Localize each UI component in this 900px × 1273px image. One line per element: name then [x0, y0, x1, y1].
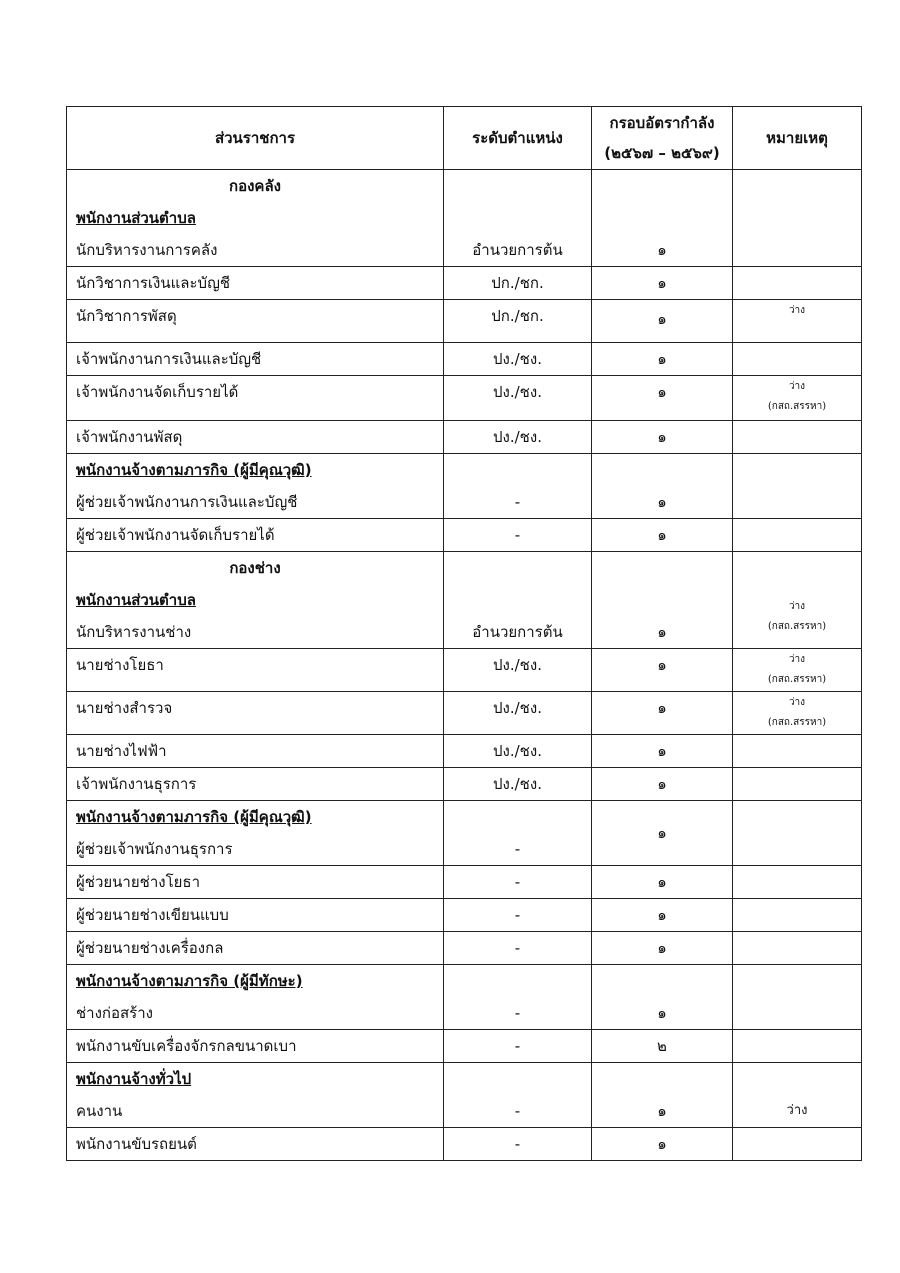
- position-qty: ๑: [657, 824, 667, 842]
- header-quota-line2: (๒๕๖๗ – ๒๕๖๙): [604, 144, 720, 162]
- table-row: [67, 801, 862, 866]
- position-qty: ๑: [657, 1135, 667, 1153]
- table-row: [67, 454, 862, 519]
- position-qty: ๑: [657, 350, 667, 368]
- remark-recruit: (กสถ.สรรหา): [767, 674, 827, 685]
- table-row: [67, 170, 862, 267]
- header-level: ระดับตำแหน่ง: [444, 107, 592, 170]
- level-cell: [444, 170, 592, 267]
- position-name: เจ้าพนักงานจัดเก็บรายได้: [76, 383, 239, 401]
- remark-vacant: ว่าง: [788, 305, 806, 316]
- position-qty: ๑: [657, 699, 667, 717]
- position-name: เจ้าพนักงานการเงินและบัญชี: [76, 350, 262, 368]
- remark-vacant: ว่าง: [788, 654, 806, 665]
- position-name: ช่างก่อสร้าง: [76, 1004, 153, 1022]
- name-cell: [67, 170, 444, 267]
- group-heading: พนักงานส่วนตำบล: [76, 591, 196, 609]
- position-level: -: [514, 493, 521, 511]
- table-row: [67, 1128, 862, 1161]
- position-name: ผู้ช่วยเจ้าพนักงานธุรการ: [76, 840, 233, 858]
- position-name: นักบริหารงานการคลัง: [76, 241, 218, 259]
- position-name: คนงาน: [76, 1102, 123, 1120]
- remark-recruit: (กสถ.สรรหา): [767, 621, 827, 632]
- table-row: [67, 1063, 862, 1128]
- position-level: ปง./ชง.: [493, 383, 542, 401]
- position-qty: ๑: [657, 428, 667, 446]
- table-row: [67, 421, 862, 454]
- remark-vacant: ว่าง: [786, 1103, 808, 1118]
- table-row: [67, 735, 862, 768]
- position-name: นักบริหารงานช่าง: [76, 623, 192, 641]
- header-quota-line1: กรอบอัตรากำลัง: [609, 114, 715, 132]
- position-level: ปง./ชง.: [493, 742, 542, 760]
- table-row: [67, 1030, 862, 1063]
- position-level: -: [514, 526, 521, 544]
- position-level: ปง./ชง.: [493, 699, 542, 717]
- remark-vacant: ว่าง: [788, 601, 806, 612]
- remark-recruit: (กสถ.สรรหา): [767, 717, 827, 728]
- position-name: นายช่างไฟฟ้า: [76, 742, 167, 760]
- table-row: [67, 519, 862, 552]
- position-qty: ๑: [657, 274, 667, 292]
- section-title-finance: กองคลัง: [229, 177, 281, 195]
- group-heading: พนักงานจ้างตามภารกิจ (ผู้มีคุณวุฒิ): [76, 461, 312, 479]
- position-name: นักวิชาการพัสดุ: [76, 307, 177, 325]
- header-quota: [592, 107, 733, 170]
- position-level: -: [514, 840, 521, 858]
- position-level: -: [514, 939, 521, 957]
- position-name: พนักงานขับเครื่องจักรกลขนาดเบา: [76, 1037, 297, 1055]
- table-header-row: [67, 107, 862, 170]
- header-remark: หมายเหตุ: [733, 107, 862, 170]
- position-name: ผู้ช่วยเจ้าพนักงานจัดเก็บรายได้: [76, 526, 275, 544]
- qty-cell: [592, 170, 733, 267]
- position-name: นายช่างสำรวจ: [76, 699, 173, 717]
- position-level: -: [514, 1004, 521, 1022]
- position-name: พนักงานขับรถยนต์: [76, 1135, 197, 1153]
- position-name: ผู้ช่วยนายช่างเครื่องกล: [76, 939, 224, 957]
- position-level: อำนวยการต้น: [472, 241, 563, 259]
- position-qty: ๑: [657, 241, 667, 259]
- staffing-table: [66, 106, 862, 1161]
- position-level: ปก./ชก.: [491, 307, 544, 325]
- position-qty: ๑: [657, 310, 667, 328]
- group-heading: พนักงานจ้างตามภารกิจ (ผู้มีคุณวุฒิ): [76, 808, 312, 826]
- position-level: ปง./ชง.: [493, 656, 542, 674]
- table-row: [67, 376, 862, 421]
- position-qty: ๑: [657, 742, 667, 760]
- position-qty: ๑: [657, 383, 667, 401]
- position-qty: ๑: [657, 1004, 667, 1022]
- table-row: [67, 552, 862, 649]
- position-level: ปง./ชง.: [493, 428, 542, 446]
- section-title-works: กองช่าง: [229, 559, 281, 577]
- position-level: -: [514, 1102, 521, 1120]
- table-row: [67, 965, 862, 1030]
- position-qty: ๑: [657, 775, 667, 793]
- header-unit: ส่วนราชการ: [67, 107, 444, 170]
- position-qty: ๑: [657, 1102, 667, 1120]
- position-level: ปง./ชง.: [493, 775, 542, 793]
- position-name: เจ้าพนักงานพัสดุ: [76, 428, 183, 446]
- table-row: [67, 768, 862, 801]
- table-row: [67, 300, 862, 343]
- remark-cell: [733, 170, 862, 267]
- table-row: [67, 649, 862, 692]
- remark-vacant: ว่าง: [788, 697, 806, 708]
- position-qty: ๑: [657, 656, 667, 674]
- position-level: -: [514, 906, 521, 924]
- position-name: นายช่างโยธา: [76, 656, 164, 674]
- remark-vacant: ว่าง: [788, 381, 806, 392]
- position-qty: ๑: [657, 939, 667, 957]
- table-row: [67, 692, 862, 735]
- position-name: ผู้ช่วยเจ้าพนักงานการเงินและบัญชี: [76, 493, 298, 511]
- group-heading: พนักงานจ้างตามภารกิจ (ผู้มีทักษะ): [76, 972, 303, 990]
- table-row: [67, 343, 862, 376]
- group-heading: พนักงานส่วนตำบล: [76, 209, 196, 227]
- remark-recruit: (กสถ.สรรหา): [767, 401, 827, 412]
- position-level: -: [514, 1037, 521, 1055]
- table-row: [67, 866, 862, 899]
- position-name: ผู้ช่วยนายช่างโยธา: [76, 873, 200, 891]
- position-level: ปก./ชก.: [491, 274, 544, 292]
- position-level: อำนวยการต้น: [472, 623, 563, 641]
- position-qty: ๒: [657, 1037, 667, 1055]
- table-row: [67, 932, 862, 965]
- position-qty: ๑: [657, 493, 667, 511]
- position-qty: ๑: [657, 526, 667, 544]
- table-row: [67, 267, 862, 300]
- position-level: ปง./ชง.: [493, 350, 542, 368]
- position-qty: ๑: [657, 906, 667, 924]
- position-level: -: [514, 1135, 521, 1153]
- position-qty: ๑: [657, 873, 667, 891]
- group-heading: พนักงานจ้างทั่วไป: [76, 1070, 192, 1088]
- position-name: เจ้าพนักงานธุรการ: [76, 775, 197, 793]
- table-row: [67, 899, 862, 932]
- position-name: นักวิชาการเงินและบัญชี: [76, 274, 231, 292]
- position-level: -: [514, 873, 521, 891]
- position-qty: ๑: [657, 623, 667, 641]
- position-name: ผู้ช่วยนายช่างเขียนแบบ: [76, 906, 229, 924]
